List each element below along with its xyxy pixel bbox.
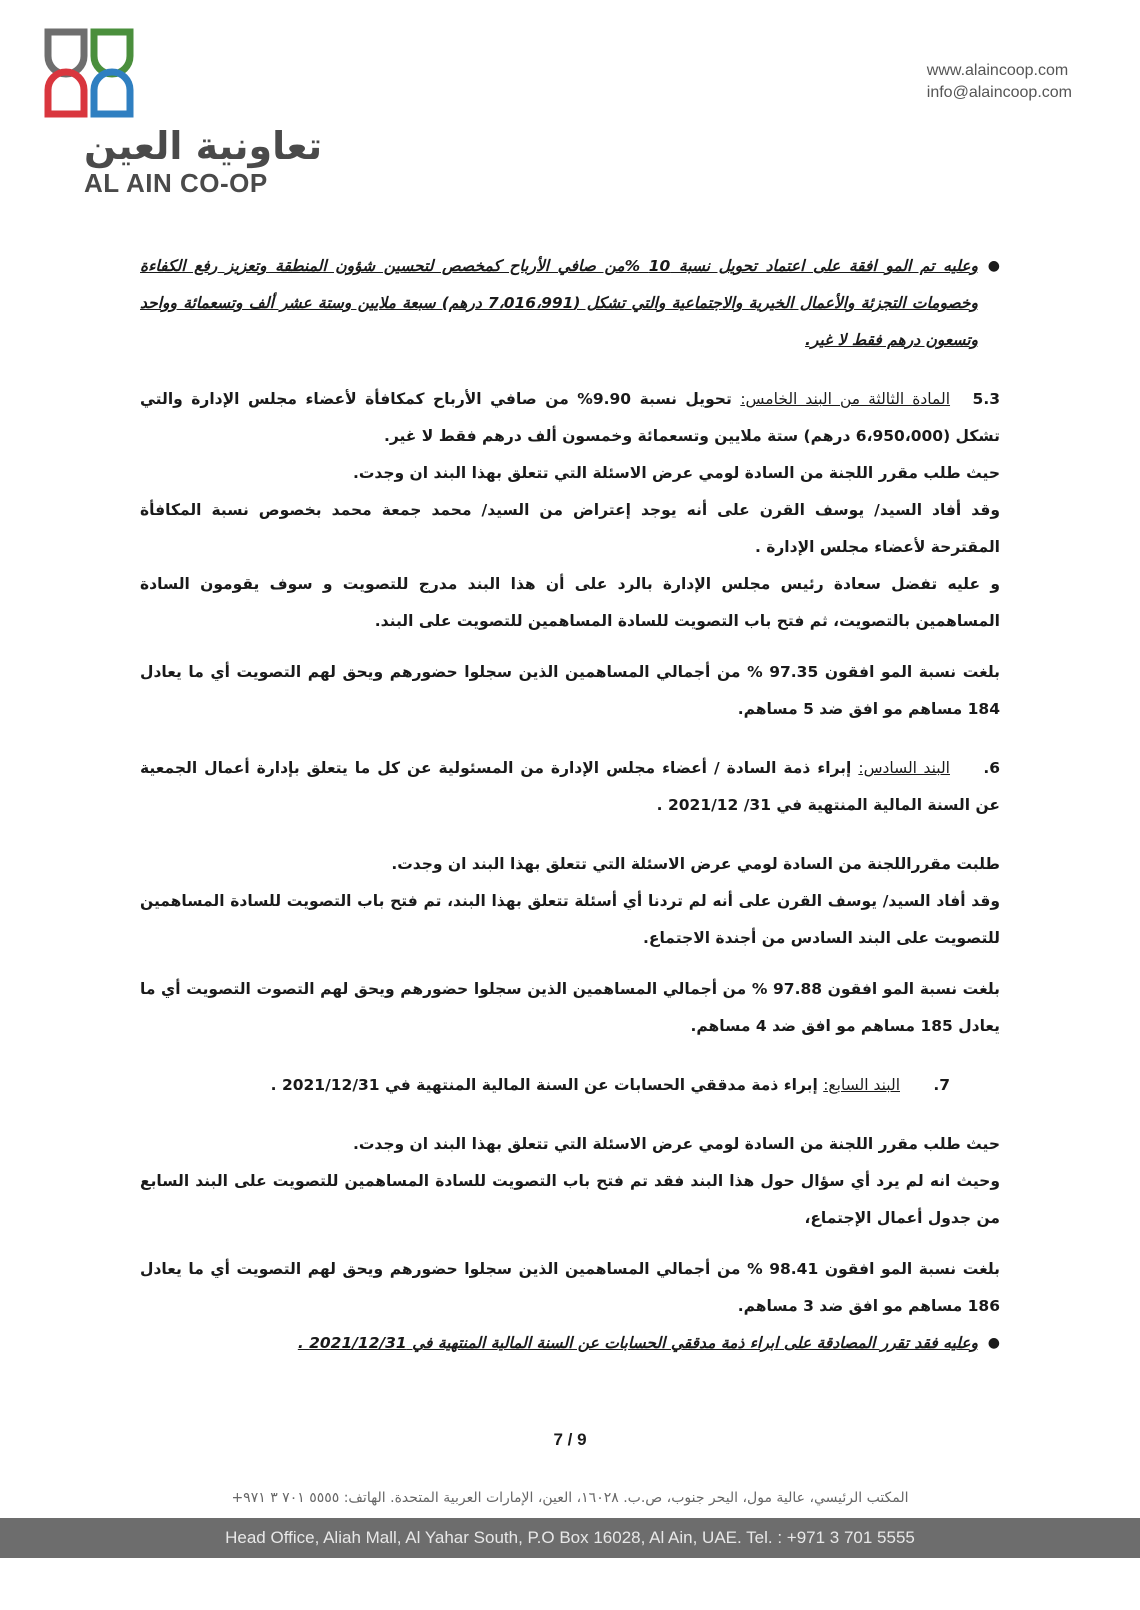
section-title: البند السادس:: [858, 759, 950, 777]
email-link[interactable]: info@alaincoop.com: [926, 84, 1072, 101]
section-number: 6.: [983, 759, 1000, 777]
footer-address-arabic: المكتب الرئيسي، عالية مول، اليحر جنوب، ص.ب. ١٦٠٢٨، العين، الإمارات العربية المتحدة. الهاتف: ٥٥٥٥ ٧٠١ ٣ ٩٧١+: [231, 1490, 909, 1506]
website-link[interactable]: www.alaincoop.com: [926, 62, 1069, 79]
section-title: البند السابع:: [823, 1076, 900, 1094]
vote-result: بلغت نسبة المو افقون 98.41 % من أجمالي المساهمين الذين سجلوا حضورهم ويحق لهم التصويت أي ما يعادل 186 مساهم مو افق ضد 3 مساهم.: [140, 1260, 1000, 1315]
section-6: [140, 750, 1000, 824]
brand-name-arabic: تعاونية العين: [84, 124, 323, 168]
paragraph: و عليه تفضل سعادة رئيس مجلس الإدارة بالرد على أن هذا البند مدرج للتصويت و سوف يقومون السادة المساهمين بالتصويت، ثم فتح باب التصويت للسادة المساهمين للتصويت على البند.: [140, 575, 1000, 630]
page-number: 7 / 9: [553, 1430, 587, 1449]
resolution-text: وعليه تم المو افقة على اعتماد تحويل نسبة 10 %من صافي الأرباح كمخصص لتحسين شؤون المنطقة وتعزيز رفع الكفاءة وخصومات التجزئة والأعمال الخيرية والاجتماعية والتي تشكل (7،016،991 درهم) سبعة ملايين وستة عشر ألف وتسعمائة وواحد وتسعون درهم فقط لا غير.: [140, 257, 978, 349]
brand-name-english: AL AIN CO-OP: [84, 168, 268, 198]
resolution-bullet: [140, 1325, 1000, 1362]
bullet-icon: ●: [987, 258, 1000, 274]
al-ain-coop-logo: [44, 28, 134, 118]
vote-result: بلغت نسبة المو افقون 97.35 % من أجمالي المساهمين الذين سجلوا حضورهم ويحق لهم التصويت أي ما يعادل 184 مساهم مو افق ضد 5 مساهم.: [140, 663, 1000, 718]
section-5-3: [140, 381, 1000, 455]
resolution-text: وعليه فقد تقرر المصادقة على ابراء ذمة مدققي الحسابات عن السنة المالية المنتهية في 2021/12/31 .: [297, 1334, 978, 1352]
section-text: إبراء ذمة السادة / أعضاء مجلس الإدارة من المسئولية عن كل ما يتعلق بإدارة أعمال الجمعية عن السنة المالية المنتهية في 31/ 2021/12 .: [140, 759, 1000, 814]
section-7: [140, 1067, 1000, 1104]
paragraph: حيث طلب مقرر اللجنة من السادة لومي عرض الاسئلة التي تتعلق بهذا البند ان وجدت.: [352, 1135, 1000, 1153]
section-title: المادة الثالثة من البند الخامس:: [740, 390, 951, 408]
paragraph: وقد أفاد السيد/ يوسف القرن على أنه لم تردنا أي أسئلة تتعلق بهذا البند، تم فتح باب التصويت للسادة المساهمين للتصويت على البند السادس من أجندة الاجتماع.: [140, 892, 1000, 947]
resolution-bullet: [140, 248, 1000, 359]
paragraph: طلبت مقرراللجنة من السادة لومي عرض الاسئلة التي تتعلق بهذا البند ان وجدت.: [391, 855, 1000, 873]
paragraph: وحيث انه لم يرد أي سؤال حول هذا البند فقد تم فتح باب التصويت للسادة المساهمين للتصويت على البند السابع من جدول أعمال الإجتماع،: [140, 1172, 1000, 1227]
paragraph: حيث طلب مقرر اللجنة من السادة لومي عرض الاسئلة التي تتعلق بهذا البند ان وجدت.: [352, 464, 1000, 482]
section-number: 5.3: [972, 390, 1001, 408]
contact-info: [927, 60, 1072, 104]
bullet-icon: ●: [987, 1335, 1000, 1351]
section-text: إبراء ذمة مدققي الحسابات عن السنة المالية المنتهية في 2021/12/31 .: [270, 1076, 818, 1094]
footer-address-english: Head Office, Aliah Mall, Al Yahar South, P.O Box 16028, Al Ain, UAE. Tel. : +971 3 701 5555: [0, 1518, 1140, 1558]
document-body: [140, 248, 1000, 1362]
section-text: تحويل نسبة 9.90% من صافي الأرباح كمكافأة لأعضاء مجلس الإدارة والتي تشكل (6،950،000 درهم) ستة ملايين وتسعمائة وخمسون ألف درهم فقط لا غير.: [140, 390, 1000, 445]
vote-result: بلغت نسبة المو افقون 97.88 % من أجمالي المساهمين الذين سجلوا حضورهم ويحق لهم التصوت التصويت أي ما يعادل 185 مساهم مو افق ضد 4 مساهم.: [140, 980, 1000, 1035]
section-number: 7.: [933, 1076, 950, 1094]
paragraph: وقد أفاد السيد/ يوسف القرن على أنه يوجد إعتراض من السيد/ محمد جمعة محمد بخصوص نسبة المكافأة المقترحة لأعضاء مجلس الإدارة .: [140, 501, 1000, 556]
